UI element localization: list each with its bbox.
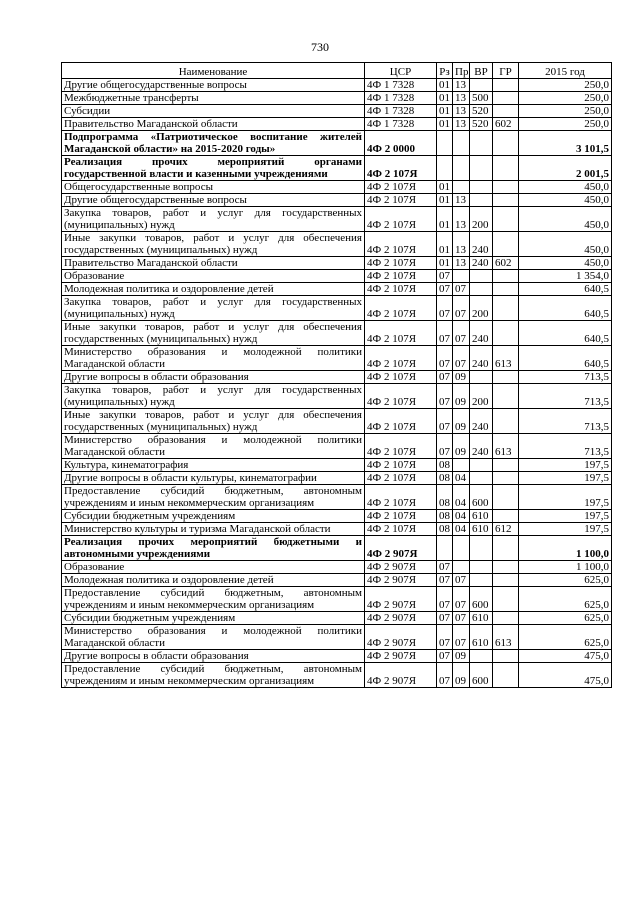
cell-name: Образование (62, 561, 365, 574)
cell-pr: 13 (453, 257, 470, 270)
cell-csr: 4Ф 2 107Я (365, 181, 437, 194)
table-row (62, 257, 612, 270)
cell-gr (493, 472, 519, 485)
cell-gr (493, 409, 519, 434)
table-row (62, 625, 612, 650)
cell-rz: 01 (437, 194, 453, 207)
cell-name: Реализация прочих мероприятий органами государственной власти и казенными учреждениями (62, 156, 365, 181)
cell-vr (470, 650, 493, 663)
cell-rz: 07 (437, 625, 453, 650)
cell-gr (493, 92, 519, 105)
cell-gr (493, 156, 519, 181)
cell-amount: 1 100,0 (519, 536, 612, 561)
cell-name: Предоставление субсидий бюджетным, автономным учреждениям и иным некоммерческим организациям (62, 485, 365, 510)
cell-csr: 4Ф 2 107Я (365, 296, 437, 321)
cell-amount: 475,0 (519, 663, 612, 688)
cell-amount: 713,5 (519, 371, 612, 384)
cell-name: Закупка товаров, работ и услуг для государственных (муниципальных) нужд (62, 384, 365, 409)
cell-gr (493, 663, 519, 688)
cell-rz: 07 (437, 663, 453, 688)
cell-name: Культура, кинематография (62, 459, 365, 472)
cell-gr: 602 (493, 118, 519, 131)
cell-amount: 1 354,0 (519, 270, 612, 283)
cell-rz: 07 (437, 270, 453, 283)
cell-vr (470, 472, 493, 485)
cell-name: Иные закупки товаров, работ и услуг для обеспечения государственных (муниципальных) нужд (62, 409, 365, 434)
cell-amount: 197,5 (519, 510, 612, 523)
cell-csr: 4Ф 2 107Я (365, 459, 437, 472)
cell-rz: 01 (437, 105, 453, 118)
cell-csr: 4Ф 2 107Я (365, 194, 437, 207)
cell-csr: 4Ф 2 107Я (365, 257, 437, 270)
cell-vr: 500 (470, 92, 493, 105)
cell-csr: 4Ф 2 107Я (365, 472, 437, 485)
cell-name: Министерство образования и молодежной политики Магаданской области (62, 346, 365, 371)
cell-amount: 640,5 (519, 283, 612, 296)
cell-vr (470, 283, 493, 296)
cell-vr (470, 371, 493, 384)
cell-rz (437, 131, 453, 156)
table-row (62, 131, 612, 156)
cell-gr (493, 270, 519, 283)
table-row (62, 207, 612, 232)
table-body (62, 79, 612, 688)
cell-vr: 600 (470, 485, 493, 510)
cell-gr (493, 459, 519, 472)
cell-csr: 4Ф 2 0000 (365, 131, 437, 156)
table-row (62, 181, 612, 194)
cell-pr: 13 (453, 207, 470, 232)
table-row (62, 346, 612, 371)
cell-vr: 200 (470, 296, 493, 321)
cell-vr: 240 (470, 434, 493, 459)
cell-gr (493, 587, 519, 612)
cell-rz: 01 (437, 118, 453, 131)
page-number: 730 (311, 40, 329, 54)
cell-gr (493, 384, 519, 409)
cell-amount: 1 100,0 (519, 561, 612, 574)
cell-gr (493, 207, 519, 232)
table-row (62, 409, 612, 434)
cell-gr (493, 574, 519, 587)
cell-vr: 240 (470, 409, 493, 434)
cell-name: Субсидии бюджетным учреждениям (62, 510, 365, 523)
cell-pr: 07 (453, 283, 470, 296)
cell-vr: 610 (470, 625, 493, 650)
cell-csr: 4Ф 2 107Я (365, 283, 437, 296)
cell-vr: 520 (470, 105, 493, 118)
cell-name: Молодежная политика и оздоровление детей (62, 574, 365, 587)
cell-name: Министерство культуры и туризма Магаданской области (62, 523, 365, 536)
cell-pr: 04 (453, 510, 470, 523)
cell-name: Образование (62, 270, 365, 283)
cell-gr: 602 (493, 257, 519, 270)
cell-amount: 475,0 (519, 650, 612, 663)
cell-amount: 450,0 (519, 257, 612, 270)
cell-amount: 713,5 (519, 434, 612, 459)
cell-pr: 09 (453, 663, 470, 688)
table-row (62, 232, 612, 257)
cell-csr: 4Ф 2 907Я (365, 625, 437, 650)
cell-name: Подпрограмма «Патриотическое воспитание жителей Магаданской области» на 2015-2020 годы» (62, 131, 365, 156)
cell-pr: 04 (453, 485, 470, 510)
cell-pr (453, 131, 470, 156)
cell-pr: 07 (453, 321, 470, 346)
cell-vr: 610 (470, 510, 493, 523)
cell-name: Закупка товаров, работ и услуг для государственных (муниципальных) нужд (62, 207, 365, 232)
cell-csr: 4Ф 2 907Я (365, 612, 437, 625)
cell-gr (493, 194, 519, 207)
cell-rz: 07 (437, 587, 453, 612)
cell-name: Предоставление субсидий бюджетным, автономным учреждениям и иным некоммерческим организациям (62, 587, 365, 612)
cell-pr: 09 (453, 384, 470, 409)
cell-amount: 197,5 (519, 523, 612, 536)
cell-name: Другие общегосударственные вопросы (62, 194, 365, 207)
table-row (62, 485, 612, 510)
cell-vr (470, 561, 493, 574)
cell-amount: 625,0 (519, 612, 612, 625)
cell-gr (493, 131, 519, 156)
cell-name: Правительство Магаданской области (62, 118, 365, 131)
cell-vr: 600 (470, 663, 493, 688)
cell-rz: 07 (437, 283, 453, 296)
header-vr: ВР (470, 63, 493, 79)
cell-amount: 250,0 (519, 105, 612, 118)
cell-name: Субсидии бюджетным учреждениям (62, 612, 365, 625)
cell-vr (470, 79, 493, 92)
cell-vr: 600 (470, 587, 493, 612)
cell-pr: 13 (453, 118, 470, 131)
cell-csr: 4Ф 2 107Я (365, 346, 437, 371)
cell-pr: 09 (453, 650, 470, 663)
cell-gr: 613 (493, 625, 519, 650)
table-row (62, 118, 612, 131)
cell-rz: 07 (437, 296, 453, 321)
table-row (62, 321, 612, 346)
cell-name: Предоставление субсидий бюджетным, автономным учреждениям и иным некоммерческим организациям (62, 663, 365, 688)
table-row (62, 459, 612, 472)
cell-gr (493, 371, 519, 384)
cell-vr: 200 (470, 207, 493, 232)
cell-name: Другие общегосударственные вопросы (62, 79, 365, 92)
cell-rz: 07 (437, 612, 453, 625)
header-rz: Рз (437, 63, 453, 79)
cell-amount: 197,5 (519, 485, 612, 510)
table-row (62, 561, 612, 574)
cell-vr (470, 156, 493, 181)
cell-rz: 01 (437, 232, 453, 257)
cell-amount: 3 101,5 (519, 131, 612, 156)
cell-name: Молодежная политика и оздоровление детей (62, 283, 365, 296)
table-header (62, 63, 612, 79)
cell-pr: 04 (453, 523, 470, 536)
header-csr: ЦСР (365, 63, 437, 79)
cell-csr: 4Ф 2 107Я (365, 371, 437, 384)
cell-gr (493, 612, 519, 625)
cell-name: Правительство Магаданской области (62, 257, 365, 270)
cell-pr: 07 (453, 625, 470, 650)
cell-vr: 240 (470, 257, 493, 270)
table-row (62, 663, 612, 688)
cell-name: Иные закупки товаров, работ и услуг для обеспечения государственных (муниципальных) нужд (62, 321, 365, 346)
cell-pr: 07 (453, 574, 470, 587)
cell-csr: 4Ф 1 7328 (365, 118, 437, 131)
cell-vr (470, 459, 493, 472)
cell-name: Общегосударственные вопросы (62, 181, 365, 194)
cell-rz: 01 (437, 79, 453, 92)
cell-pr (453, 156, 470, 181)
cell-pr: 13 (453, 92, 470, 105)
cell-rz: 08 (437, 472, 453, 485)
table-row (62, 296, 612, 321)
cell-csr: 4Ф 1 7328 (365, 105, 437, 118)
cell-csr: 4Ф 1 7328 (365, 92, 437, 105)
cell-rz: 07 (437, 561, 453, 574)
cell-amount: 625,0 (519, 574, 612, 587)
cell-pr: 09 (453, 409, 470, 434)
cell-vr: 240 (470, 321, 493, 346)
cell-gr (493, 561, 519, 574)
cell-csr: 4Ф 2 107Я (365, 232, 437, 257)
cell-rz: 07 (437, 321, 453, 346)
cell-pr: 09 (453, 371, 470, 384)
header-gr: ГР (493, 63, 519, 79)
cell-rz: 01 (437, 181, 453, 194)
cell-csr: 4Ф 1 7328 (365, 79, 437, 92)
cell-vr: 520 (470, 118, 493, 131)
cell-pr: 07 (453, 296, 470, 321)
cell-amount: 2 001,5 (519, 156, 612, 181)
cell-gr (493, 283, 519, 296)
table-row (62, 587, 612, 612)
cell-pr: 13 (453, 232, 470, 257)
cell-gr (493, 105, 519, 118)
cell-gr: 613 (493, 434, 519, 459)
cell-csr: 4Ф 2 907Я (365, 561, 437, 574)
table-row (62, 283, 612, 296)
cell-name: Межбюджетные трансферты (62, 92, 365, 105)
cell-gr (493, 510, 519, 523)
table-row (62, 270, 612, 283)
cell-rz: 01 (437, 207, 453, 232)
cell-pr: 13 (453, 105, 470, 118)
cell-rz: 07 (437, 384, 453, 409)
cell-gr (493, 79, 519, 92)
cell-gr (493, 181, 519, 194)
cell-gr (493, 650, 519, 663)
cell-rz: 01 (437, 257, 453, 270)
table-row (62, 612, 612, 625)
budget-table (61, 62, 612, 688)
cell-rz: 07 (437, 409, 453, 434)
table-row (62, 523, 612, 536)
cell-vr: 610 (470, 612, 493, 625)
cell-pr: 13 (453, 79, 470, 92)
cell-pr: 13 (453, 194, 470, 207)
cell-amount: 625,0 (519, 625, 612, 650)
cell-amount: 640,5 (519, 346, 612, 371)
cell-rz: 01 (437, 92, 453, 105)
cell-name: Министерство образования и молодежной политики Магаданской области (62, 434, 365, 459)
cell-vr (470, 536, 493, 561)
table-row (62, 105, 612, 118)
cell-pr (453, 459, 470, 472)
cell-name: Реализация прочих мероприятий бюджетными и автономными учреждениями (62, 536, 365, 561)
cell-pr: 09 (453, 434, 470, 459)
cell-gr (493, 321, 519, 346)
table-row (62, 371, 612, 384)
cell-name: Другие вопросы в области образования (62, 371, 365, 384)
table-row (62, 536, 612, 561)
table-row (62, 574, 612, 587)
cell-csr: 4Ф 2 107Я (365, 434, 437, 459)
cell-vr (470, 194, 493, 207)
header-year: 2015 год (519, 63, 612, 79)
cell-csr: 4Ф 2 107Я (365, 156, 437, 181)
cell-amount: 450,0 (519, 194, 612, 207)
cell-csr: 4Ф 2 107Я (365, 384, 437, 409)
cell-amount: 640,5 (519, 296, 612, 321)
cell-vr: 240 (470, 232, 493, 257)
cell-amount: 250,0 (519, 79, 612, 92)
cell-gr (493, 536, 519, 561)
cell-pr (453, 536, 470, 561)
cell-name: Министерство образования и молодежной политики Магаданской области (62, 625, 365, 650)
cell-pr: 07 (453, 346, 470, 371)
cell-gr (493, 232, 519, 257)
cell-gr (493, 296, 519, 321)
header-row (62, 63, 612, 79)
cell-vr (470, 574, 493, 587)
cell-rz (437, 536, 453, 561)
cell-vr: 240 (470, 346, 493, 371)
cell-csr: 4Ф 2 907Я (365, 536, 437, 561)
table-row (62, 384, 612, 409)
cell-name: Другие вопросы в области образования (62, 650, 365, 663)
table-row (62, 194, 612, 207)
cell-pr (453, 561, 470, 574)
cell-amount: 197,5 (519, 472, 612, 485)
cell-amount: 250,0 (519, 92, 612, 105)
cell-rz: 07 (437, 371, 453, 384)
cell-csr: 4Ф 2 907Я (365, 587, 437, 612)
cell-csr: 4Ф 2 107Я (365, 270, 437, 283)
table-row (62, 510, 612, 523)
cell-gr: 612 (493, 523, 519, 536)
cell-amount: 640,5 (519, 321, 612, 346)
cell-vr (470, 131, 493, 156)
cell-csr: 4Ф 2 107Я (365, 409, 437, 434)
header-name: Наименование (62, 63, 365, 79)
cell-vr (470, 270, 493, 283)
table-row (62, 434, 612, 459)
cell-amount: 450,0 (519, 232, 612, 257)
cell-csr: 4Ф 2 107Я (365, 510, 437, 523)
cell-csr: 4Ф 2 907Я (365, 650, 437, 663)
cell-vr (470, 181, 493, 194)
table-row (62, 472, 612, 485)
cell-name: Субсидии (62, 105, 365, 118)
cell-pr (453, 270, 470, 283)
cell-gr: 613 (493, 346, 519, 371)
cell-rz: 07 (437, 574, 453, 587)
cell-pr (453, 181, 470, 194)
cell-csr: 4Ф 2 907Я (365, 663, 437, 688)
cell-amount: 450,0 (519, 181, 612, 194)
table-row (62, 79, 612, 92)
cell-csr: 4Ф 2 107Я (365, 321, 437, 346)
cell-gr (493, 485, 519, 510)
cell-amount: 450,0 (519, 207, 612, 232)
cell-csr: 4Ф 2 107Я (365, 523, 437, 536)
cell-pr: 04 (453, 472, 470, 485)
table-row (62, 650, 612, 663)
cell-name: Другие вопросы в области культуры, кинематографии (62, 472, 365, 485)
cell-rz: 08 (437, 459, 453, 472)
cell-amount: 197,5 (519, 459, 612, 472)
cell-vr: 200 (470, 384, 493, 409)
header-pr: Пр (453, 63, 470, 79)
cell-rz (437, 156, 453, 181)
cell-name: Иные закупки товаров, работ и услуг для обеспечения государственных (муниципальных) нужд (62, 232, 365, 257)
cell-amount: 250,0 (519, 118, 612, 131)
cell-rz: 07 (437, 650, 453, 663)
cell-rz: 08 (437, 523, 453, 536)
cell-vr: 610 (470, 523, 493, 536)
cell-rz: 08 (437, 510, 453, 523)
table-row (62, 92, 612, 105)
cell-rz: 08 (437, 485, 453, 510)
cell-amount: 713,5 (519, 384, 612, 409)
cell-pr: 07 (453, 612, 470, 625)
cell-csr: 4Ф 2 107Я (365, 485, 437, 510)
cell-amount: 713,5 (519, 409, 612, 434)
cell-pr: 07 (453, 587, 470, 612)
cell-amount: 625,0 (519, 587, 612, 612)
cell-csr: 4Ф 2 907Я (365, 574, 437, 587)
cell-rz: 07 (437, 346, 453, 371)
table-row (62, 156, 612, 181)
cell-csr: 4Ф 2 107Я (365, 207, 437, 232)
cell-rz: 07 (437, 434, 453, 459)
cell-name: Закупка товаров, работ и услуг для государственных (муниципальных) нужд (62, 296, 365, 321)
